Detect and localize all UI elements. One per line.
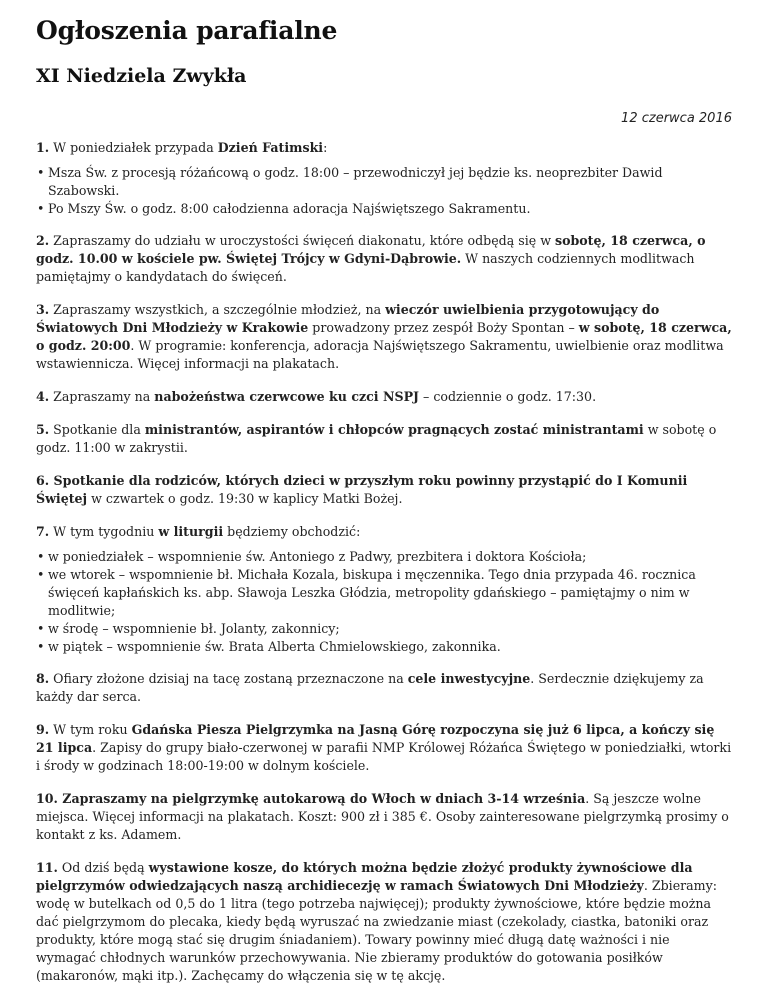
announcement-9 (36, 721, 732, 775)
announcement-number: 6. (36, 473, 50, 488)
announcement-highlight: ministrantów, aspirantów i chłopców pragnących zostać ministrantami (144, 422, 644, 437)
announcement-number: 11. (36, 860, 58, 875)
announcement-7 (36, 523, 732, 541)
announcement-2 (36, 232, 732, 286)
announcement-1-list (36, 164, 732, 218)
announcement-text: w czwartek o godz. 19:30 w kaplicy Matki Bożej. (87, 491, 403, 506)
announcement-11 (36, 859, 732, 985)
announcement-number: 8. (36, 671, 50, 686)
announcement-text: Zapraszamy wszystkich, a szczególnie młodzież, na (49, 302, 386, 317)
announcement-highlight: Spotkanie dla rodziców, których dzieci w przyszłym roku powinny przystąpić do I Komunii Świętej (36, 473, 688, 506)
announcement-text: . Zbieramy: wodę w butelkach od 0,5 do 1 litra (tego potrzeba najwięcej); produkty żywnościowe, które będzie można dać pielgrzymom do plecaka, kiedy będą wyruszać na zwiedzanie miast (czekolady, ciastka, batoniki oraz produkty, które mogą stać się drugim śniadaniem). Towary powinny mieć długą datę ważności i nie wymagać chłodnych warunków przechowywania. Nie zbieramy produktów do gotowania posiłków (makaronów, mąki itp.). Zachęcamy do włączenia się w tę akcję. (36, 878, 717, 983)
announcement-number: 5. (36, 422, 50, 437)
announcement-text: . Są jeszcze wolne miejsca. Więcej informacji na plakatach. Koszt: 900 zł i 385 €. Osoby zainteresowane pielgrzymką prosimy o kontakt z ks. Adamem. (36, 791, 729, 842)
announcement-text: będziemy obchodzić: (223, 524, 361, 539)
announcement-text: W poniedziałek przypada (49, 140, 218, 155)
announcement-text: . Serdecznie dziękujemy za każdy dar serca. (36, 671, 704, 704)
announcement-text: : (323, 140, 328, 155)
announcement-highlight: Gdańska Piesza Pielgrzymka na Jasną Górę rozpoczyna się już 6 lipca, a kończy się 21 lipca (36, 722, 715, 755)
list-item: • w poniedziałek – wspomnienie św. Antoniego z Padwy, prezbitera i doktora Kościoła; (48, 548, 732, 566)
announcement-number: 4. (36, 389, 50, 404)
announcement-number: 7. (36, 524, 50, 539)
announcement-text: . W programie: konferencja, adoracja Najświętszego Sakramentu, uwielbienie oraz modlitwa wstawiennicza. Więcej informacji na plakatach. (36, 338, 724, 371)
announcement-10 (36, 790, 732, 844)
announcement-text: . Zapisy do grupy biało-czerwonej w parafii NMP Królowej Różańca Świętego w poniedziałki, wtorki i środy w godzinach 18:00-19:00 w dolnym kościele. (36, 740, 732, 773)
announcement-text: prowadzony przez zespół Boży Spontan – (308, 320, 579, 335)
list-item: • Po Mszy Św. o godz. 8:00 całodzienna adoracja Najświętszego Sakramentu. (48, 200, 732, 218)
page-subtitle: XI Niedziela Zwykła (36, 65, 247, 87)
announcement-text: W tym tygodniu (49, 524, 159, 539)
announcement-highlight: wieczór uwielbienia przygotowujący do Światowych Dni Młodzieży w Krakowie (36, 302, 660, 335)
announcement-text: Zapraszamy do udziału w uroczystości święceń diakonatu, które odbędą się w (49, 233, 555, 248)
announcement-text: Ofiary złożone dzisiaj na tacę zostaną przeznaczone na (49, 671, 408, 686)
announcement-text: – codziennie o godz. 17:30. (419, 389, 597, 404)
announcement-highlight: Zapraszamy na pielgrzymkę autokarową do Włoch w dniach 3-14 września (57, 791, 586, 806)
announcement-highlight: wystawione kosze, do których można będzie złożyć produkty żywnościowe dla pielgrzymów odwiedzających naszą archidiecezję w ramach Światowych Dni Młodzieży (36, 860, 693, 893)
announcement-highlight: sobotę, 18 czerwca, o godz. 10.00 w kościele pw. Świętej Trójcy w Gdyni-Dąbrowie. (36, 233, 706, 266)
announcement-number: 10. (36, 791, 58, 806)
announcement-highlight: Dzień Fatimski (217, 140, 324, 155)
list-item: • w środę – wspomnienie bł. Jolanty, zakonnicy; (48, 620, 732, 638)
announcement-number: 1. (36, 140, 50, 155)
announcement-number: 9. (36, 722, 50, 737)
announcement-1 (36, 139, 732, 157)
announcement-text: W naszych codziennych modlitwach pamiętajmy o kandydatach do święceń. (36, 251, 695, 284)
page-title: Ogłoszenia parafialne (36, 16, 338, 45)
announcement-8 (36, 670, 732, 706)
announcement-highlight: cele inwestycyjne (407, 671, 531, 686)
announcement-text: Spotkanie dla (49, 422, 145, 437)
announcement-highlight: nabożeństwa czerwcowe ku czci NSPJ (154, 389, 420, 404)
announcement-5 (36, 421, 732, 457)
announcement-6 (36, 472, 732, 508)
announcement-4 (36, 388, 732, 406)
list-item: • we wtorek – wspomnienie bł. Michała Kozala, biskupa i męczennika. Tego dnia przypada 46. rocznica święceń kapłańskich ks. abp. Sławoja Leszka Głódzia, metropolity gdańskiego – pamiętajmy o nim w modlitwie; (48, 566, 732, 620)
announcement-text: W tym roku (49, 722, 132, 737)
announcement-3 (36, 301, 732, 373)
announcement-text: Zapraszamy na (49, 389, 155, 404)
announcement-7-list (36, 548, 732, 656)
announcement-highlight: w sobotę, 18 czerwca, o godz. 20:00 (36, 320, 732, 353)
list-item: • w piątek – wspomnienie św. Brata Alberta Chmielowskiego, zakonnika. (48, 638, 732, 656)
announcement-number: 2. (36, 233, 50, 248)
announcement-highlight: w liturgii (158, 524, 224, 539)
announcement-date: 12 czerwca 2016 (621, 111, 732, 126)
announcement-number: 3. (36, 302, 50, 317)
list-item: • Msza Św. z procesją różańcową o godz. 18:00 – przewodniczył jej będzie ks. neoprezbiter Dawid Szabowski. (48, 164, 732, 200)
announcement-text: Od dziś będą (57, 860, 149, 875)
announcement-text: w sobotę o godz. 11:00 w zakrystii. (36, 422, 717, 455)
